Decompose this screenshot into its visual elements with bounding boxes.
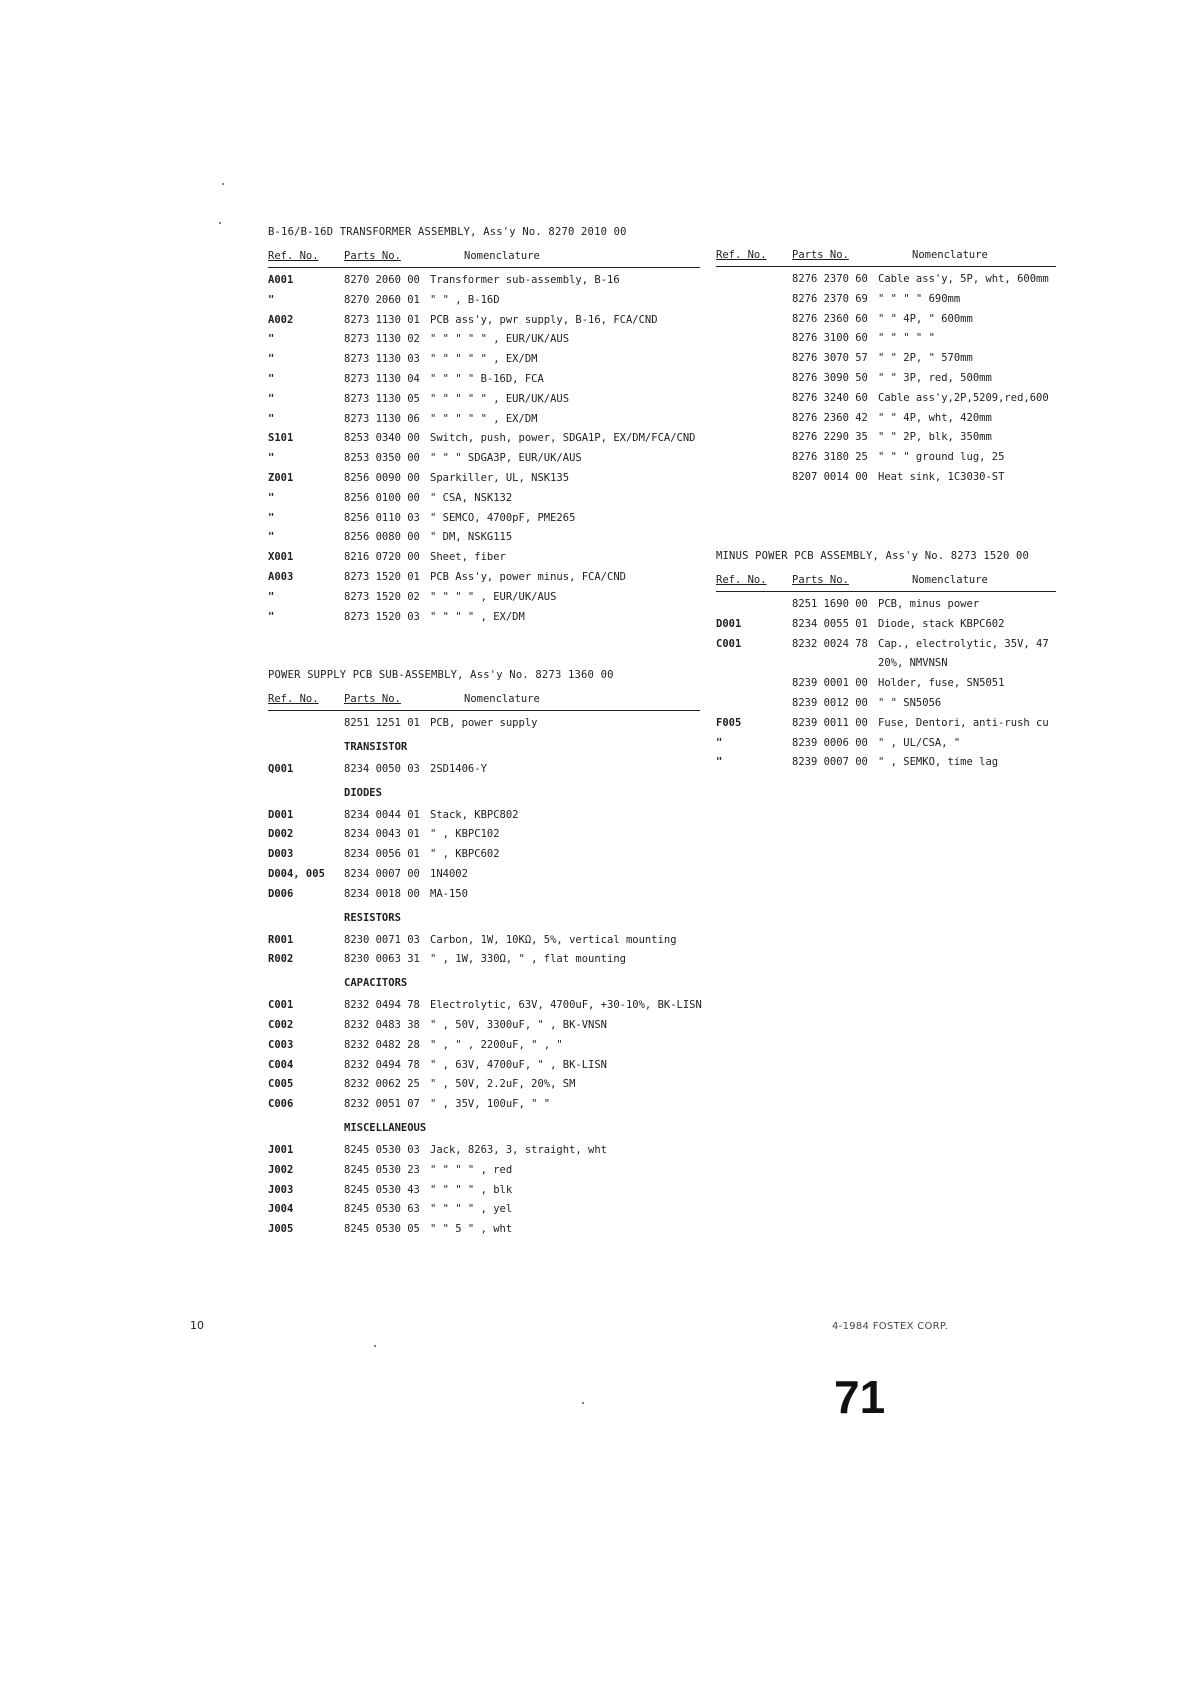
ref-no: C005 <box>268 1078 294 1091</box>
parts-row <box>268 848 700 868</box>
parts-row <box>268 591 700 611</box>
ref-no: C006 <box>268 1098 294 1111</box>
parts-no: 8245 0530 03 <box>344 1143 420 1156</box>
nomenclature: " " " " " , EUR/UK/AUS <box>430 333 570 346</box>
scan-speck <box>222 183 224 185</box>
parts-no: 8276 2360 60 <box>792 312 868 325</box>
ref-no: C003 <box>268 1038 294 1051</box>
parts-row <box>268 1144 700 1164</box>
parts-no: 8273 1520 01 <box>344 570 420 583</box>
section-title: MINUS POWER PCB ASSEMBLY, Ass'y No. 8273 1520 00 <box>716 550 1030 562</box>
nomenclature: " " " " " , EX/DM <box>430 353 538 366</box>
footer-left-mark: 10 <box>190 1319 204 1332</box>
nomenclature: " , KBPC102 <box>430 828 500 841</box>
parts-row <box>268 373 700 393</box>
nomenclature: PCB, power supply <box>430 717 538 729</box>
column-headers <box>268 693 700 709</box>
parts-no: 8232 0483 38 <box>344 1018 420 1031</box>
parts-list <box>268 274 700 630</box>
parts-no: 8234 0007 00 <box>344 867 420 880</box>
ref-no: " <box>268 610 275 623</box>
parts-no: 8232 0494 78 <box>344 1058 420 1071</box>
parts-row <box>268 472 700 492</box>
parts-row <box>268 531 700 551</box>
ref-no: J004 <box>268 1203 294 1216</box>
category-row <box>268 973 700 999</box>
ref-no: F005 <box>716 716 742 729</box>
ref-no: J002 <box>268 1163 294 1176</box>
parts-no: 8270 2060 01 <box>344 293 420 306</box>
nomenclature: " , KBPC602 <box>430 848 500 861</box>
nomenclature: " " 4P, " 600mm <box>878 312 973 325</box>
ref-no: D001 <box>268 808 294 821</box>
parts-no: 8276 3070 57 <box>792 352 868 365</box>
ref-no: C001 <box>268 999 294 1012</box>
nomenclature: " " " " 690mm <box>878 292 961 305</box>
nomenclature: " " , B-16D <box>430 293 500 306</box>
parts-row <box>268 1184 700 1204</box>
ref-no: R001 <box>268 933 294 946</box>
nomenclature: " " " " , EUR/UK/AUS <box>430 590 557 603</box>
nomenclature: Stack, KBPC802 <box>430 808 519 821</box>
parts-row <box>268 1078 700 1098</box>
column-headers <box>716 574 1056 590</box>
parts-no: 8273 1130 01 <box>344 313 420 326</box>
parts-no: 8276 3180 25 <box>792 451 868 464</box>
minus-power-section <box>716 550 1056 776</box>
nomenclature: Cable ass'y,2P,5209,red,600 <box>878 391 1049 404</box>
parts-row <box>268 413 700 433</box>
category-row <box>268 737 700 763</box>
parts-row <box>716 412 1056 432</box>
nomenclature: " " " " " , EUR/UK/AUS <box>430 392 570 405</box>
nomenclature: Jack, 8263, 3, straight, wht <box>430 1143 608 1156</box>
ref-no: " <box>268 392 275 405</box>
section-title: B-16/B-16D TRANSFORMER ASSEMBLY, Ass'y No. 8270 2010 00 <box>268 226 627 238</box>
column-headers <box>268 250 700 266</box>
parts-no: 8234 0044 01 <box>344 808 420 821</box>
parts-no: 8273 1130 06 <box>344 412 420 425</box>
page-number: 71 <box>834 1371 886 1423</box>
parts-header: Parts No. <box>344 250 401 262</box>
parts-no: 8276 3100 60 <box>792 332 868 345</box>
parts-row <box>716 273 1056 293</box>
footer-copyright: 4-1984 FOSTEX CORP. <box>832 1321 949 1332</box>
parts-no: 8251 1251 01 <box>344 717 420 729</box>
ref-no: J003 <box>268 1183 294 1196</box>
parts-row <box>268 551 700 571</box>
parts-row <box>268 999 700 1019</box>
parts-row <box>716 293 1056 313</box>
parts-no: 8207 0014 00 <box>792 470 868 483</box>
nomenclature: " " 2P, blk, 350mm <box>878 431 992 444</box>
parts-row <box>268 1223 700 1243</box>
ref-no: C004 <box>268 1058 294 1071</box>
nomenclature: " , 35V, 100uF, " " <box>430 1098 551 1111</box>
parts-no: 8256 0100 00 <box>344 491 420 504</box>
parts-row <box>716 372 1056 392</box>
parts-row <box>716 471 1056 491</box>
parts-no: 8239 0001 00 <box>792 677 868 690</box>
parts-no: 8239 0012 00 <box>792 696 868 709</box>
nomenclature: " " " " B-16D, FCA <box>430 372 544 385</box>
parts-no: 8232 0494 78 <box>344 999 420 1012</box>
nomenclature: Fuse, Dentori, anti-rush cu <box>878 716 1049 729</box>
ref-no: " <box>268 511 275 524</box>
parts-no: 8234 0050 03 <box>344 762 420 775</box>
parts-row <box>268 1164 700 1184</box>
transformer-continued-section <box>716 249 1056 491</box>
nomenclature: " " " " , EX/DM <box>430 610 525 623</box>
header-rule <box>716 591 1056 592</box>
nomenclature: " DM, NSKG115 <box>430 531 513 544</box>
category-label: CAPACITORS <box>344 977 408 990</box>
parts-row <box>268 868 700 888</box>
nomenclature-header: Nomenclature <box>912 574 988 586</box>
parts-no: 8273 1130 03 <box>344 353 420 366</box>
nomenclature: " " " ground lug, 25 <box>878 451 1005 464</box>
ref-no: D003 <box>268 848 294 861</box>
parts-no: 8234 0055 01 <box>792 617 868 630</box>
parts-row <box>716 392 1056 412</box>
nomenclature: " " " SDGA3P, EUR/UK/AUS <box>430 452 582 465</box>
parts-row <box>268 934 700 954</box>
parts-row <box>268 717 700 737</box>
parts-no: 8245 0530 23 <box>344 1163 420 1176</box>
parts-no: 8251 1690 00 <box>792 598 868 610</box>
parts-row <box>716 737 1056 757</box>
ref-no: D006 <box>268 887 294 900</box>
ref-no: D002 <box>268 828 294 841</box>
category-row <box>268 1118 700 1144</box>
ref-no: " <box>268 452 275 465</box>
parts-row <box>716 618 1056 638</box>
ref-no: X001 <box>268 551 294 564</box>
nomenclature: Sparkiller, UL, NSK135 <box>430 471 570 484</box>
ref-header: Ref. No. <box>716 249 767 261</box>
parts-no: 8234 0056 01 <box>344 848 420 861</box>
parts-no: 8232 0062 25 <box>344 1078 420 1091</box>
parts-list <box>716 598 1056 776</box>
parts-row <box>716 352 1056 372</box>
nomenclature-header: Nomenclature <box>464 693 540 705</box>
scan-speck <box>582 1402 584 1404</box>
nomenclature: 20%, NMVNSN <box>878 657 948 670</box>
parts-row <box>268 763 700 783</box>
category-label: RESISTORS <box>344 911 401 924</box>
parts-row <box>268 1098 700 1118</box>
transformer-assembly-section <box>268 226 700 630</box>
nomenclature: MA-150 <box>430 887 468 900</box>
ref-no: D004, 005 <box>268 867 325 880</box>
nomenclature: " , 1W, 330Ω, " , flat mounting <box>430 953 626 966</box>
scan-speck <box>219 222 221 224</box>
scan-speck <box>374 1345 376 1347</box>
parts-no: 8256 0080 00 <box>344 531 420 544</box>
parts-no: 8270 2060 00 <box>344 274 420 286</box>
ref-no: " <box>268 590 275 603</box>
parts-row <box>268 294 700 314</box>
ref-header: Ref. No. <box>268 693 319 705</box>
ref-no: C001 <box>716 637 742 650</box>
nomenclature: 1N4002 <box>430 867 468 880</box>
parts-no: 8234 0018 00 <box>344 887 420 900</box>
power-supply-section <box>268 669 700 1243</box>
ref-no: " <box>268 353 275 366</box>
nomenclature: Holder, fuse, SN5051 <box>878 677 1005 690</box>
ref-no: A001 <box>268 274 294 286</box>
parts-row <box>268 1059 700 1079</box>
ref-no: J005 <box>268 1223 294 1236</box>
parts-row <box>268 274 700 294</box>
parts-no: 8276 2290 35 <box>792 431 868 444</box>
parts-no: 8232 0051 07 <box>344 1098 420 1111</box>
ref-no: D001 <box>716 617 742 630</box>
parts-no: 8245 0530 05 <box>344 1223 420 1236</box>
parts-no: 8276 2370 69 <box>792 292 868 305</box>
parts-list <box>268 717 700 1243</box>
nomenclature: Transformer sub-assembly, B-16 <box>430 274 620 286</box>
parts-row <box>716 451 1056 471</box>
parts-no: 8245 0530 43 <box>344 1183 420 1196</box>
ref-no: " <box>268 372 275 385</box>
nomenclature: " " 3P, red, 500mm <box>878 371 992 384</box>
ref-no: Q001 <box>268 762 294 775</box>
nomenclature-header: Nomenclature <box>912 249 988 261</box>
parts-header: Parts No. <box>344 693 401 705</box>
parts-no: 8273 1130 04 <box>344 372 420 385</box>
nomenclature: Carbon, 1W, 10KΩ, 5%, vertical mounting <box>430 933 677 946</box>
nomenclature: " " " " , yel <box>430 1203 513 1216</box>
parts-no: 8232 0024 78 <box>792 637 868 650</box>
nomenclature: " " " " " <box>878 332 935 345</box>
parts-row <box>268 492 700 512</box>
ref-no: " <box>268 333 275 346</box>
nomenclature: " " 5 " , wht <box>430 1223 513 1236</box>
ref-no: S101 <box>268 432 294 445</box>
ref-no: " <box>716 756 723 769</box>
nomenclature: " , 50V, 2.2uF, 20%, SM <box>430 1078 576 1091</box>
parts-row <box>268 333 700 353</box>
parts-row <box>268 393 700 413</box>
parts-row <box>716 598 1056 618</box>
parts-no: 8239 0006 00 <box>792 736 868 749</box>
parts-row <box>716 756 1056 776</box>
nomenclature: " " SN5056 <box>878 696 942 709</box>
nomenclature: Electrolytic, 63V, 4700uF, +30-10%, BK-LISN <box>430 999 702 1012</box>
category-row <box>268 783 700 809</box>
nomenclature: " , SEMKO, time lag <box>878 756 999 769</box>
ref-header: Ref. No. <box>268 250 319 262</box>
ref-no: " <box>268 293 275 306</box>
nomenclature-header: Nomenclature <box>464 250 540 262</box>
parts-row <box>268 953 700 973</box>
parts-row <box>716 332 1056 352</box>
header-rule <box>716 266 1056 267</box>
nomenclature: Sheet, fiber <box>430 551 506 564</box>
nomenclature: Heat sink, 1C3030-ST <box>878 470 1005 483</box>
parts-no: 8253 0340 00 <box>344 432 420 445</box>
parts-row <box>268 1203 700 1223</box>
parts-no: 8276 3090 50 <box>792 371 868 384</box>
parts-row <box>268 888 700 908</box>
parts-no: 8234 0043 01 <box>344 828 420 841</box>
parts-no: 8276 2370 60 <box>792 273 868 285</box>
nomenclature: " " 4P, wht, 420mm <box>878 411 992 424</box>
nomenclature: " " 2P, " 570mm <box>878 352 973 365</box>
parts-no: 8273 1130 05 <box>344 392 420 405</box>
parts-no: 8256 0090 00 <box>344 471 420 484</box>
parts-row <box>268 1019 700 1039</box>
category-label: MISCELLANEOUS <box>344 1121 427 1134</box>
parts-no: 8273 1520 03 <box>344 610 420 623</box>
parts-header: Parts No. <box>792 249 849 261</box>
parts-row <box>268 512 700 532</box>
ref-no: " <box>268 531 275 544</box>
parts-no: 8273 1130 02 <box>344 333 420 346</box>
parts-no: 8216 0720 00 <box>344 551 420 564</box>
nomenclature: " " " " " , EX/DM <box>430 412 538 425</box>
nomenclature: " , 63V, 4700uF, " , BK-LISN <box>430 1058 608 1071</box>
parts-no: 8230 0063 31 <box>344 953 420 966</box>
parts-no: 8253 0350 00 <box>344 452 420 465</box>
nomenclature: PCB ass'y, pwr supply, B-16, FCA/CND <box>430 313 658 326</box>
parts-no: 8273 1520 02 <box>344 590 420 603</box>
parts-no: 8245 0530 63 <box>344 1203 420 1216</box>
ref-no: " <box>268 491 275 504</box>
ref-no: " <box>268 412 275 425</box>
nomenclature: 2SD1406-Y <box>430 762 487 775</box>
ref-no: J001 <box>268 1143 294 1156</box>
nomenclature: Diode, stack KBPC602 <box>878 617 1005 630</box>
parts-row <box>268 1039 700 1059</box>
nomenclature: PCB, minus power <box>878 598 980 610</box>
parts-no: 8232 0482 28 <box>344 1038 420 1051</box>
parts-row <box>268 809 700 829</box>
category-label: DIODES <box>344 786 382 799</box>
parts-row <box>716 657 1056 677</box>
nomenclature: Cap., electrolytic, 35V, 47 <box>878 637 1049 650</box>
nomenclature: " " " " , red <box>430 1163 513 1176</box>
nomenclature: " SEMCO, 4700pF, PME265 <box>430 511 576 524</box>
ref-no: A003 <box>268 570 294 583</box>
parts-row <box>268 452 700 472</box>
header-rule <box>268 267 700 268</box>
category-label: TRANSISTOR <box>344 740 408 753</box>
nomenclature: Cable ass'y, 5P, wht, 600mm <box>878 273 1049 285</box>
parts-list <box>716 273 1056 491</box>
parts-no: 8239 0011 00 <box>792 716 868 729</box>
ref-no: R002 <box>268 953 294 966</box>
ref-no: A002 <box>268 313 294 326</box>
ref-no: " <box>716 736 723 749</box>
nomenclature: " , 50V, 3300uF, " , BK-VNSN <box>430 1018 608 1031</box>
parts-no: 8230 0071 03 <box>344 933 420 946</box>
section-title: POWER SUPPLY PCB SUB-ASSEMBLY, Ass'y No. 8273 1360 00 <box>268 669 614 681</box>
parts-row <box>716 431 1056 451</box>
parts-header: Parts No. <box>792 574 849 586</box>
nomenclature: PCB Ass'y, power minus, FCA/CND <box>430 570 626 583</box>
parts-row <box>268 314 700 334</box>
nomenclature: " " " " , blk <box>430 1183 513 1196</box>
ref-no: C002 <box>268 1018 294 1031</box>
parts-row <box>716 697 1056 717</box>
nomenclature: " , UL/CSA, " <box>878 736 961 749</box>
parts-row <box>268 432 700 452</box>
header-rule <box>268 710 700 711</box>
parts-row <box>268 571 700 591</box>
parts-row <box>716 313 1056 333</box>
parts-no: 8239 0007 00 <box>792 756 868 769</box>
category-row <box>268 908 700 934</box>
parts-row <box>268 828 700 848</box>
parts-no: 8276 2360 42 <box>792 411 868 424</box>
ref-no: Z001 <box>268 471 294 484</box>
nomenclature: " CSA, NSK132 <box>430 491 513 504</box>
parts-no: 8276 3240 60 <box>792 391 868 404</box>
parts-row <box>716 677 1056 697</box>
parts-row <box>268 611 700 631</box>
nomenclature: " , " , 2200uF, " , " <box>430 1038 563 1051</box>
parts-row <box>716 717 1056 737</box>
column-headers <box>716 249 1056 265</box>
parts-row <box>268 353 700 373</box>
parts-no: 8256 0110 03 <box>344 511 420 524</box>
parts-row <box>716 638 1056 658</box>
ref-header: Ref. No. <box>716 574 767 586</box>
nomenclature: Switch, push, power, SDGA1P, EX/DM/FCA/CND <box>430 432 696 445</box>
